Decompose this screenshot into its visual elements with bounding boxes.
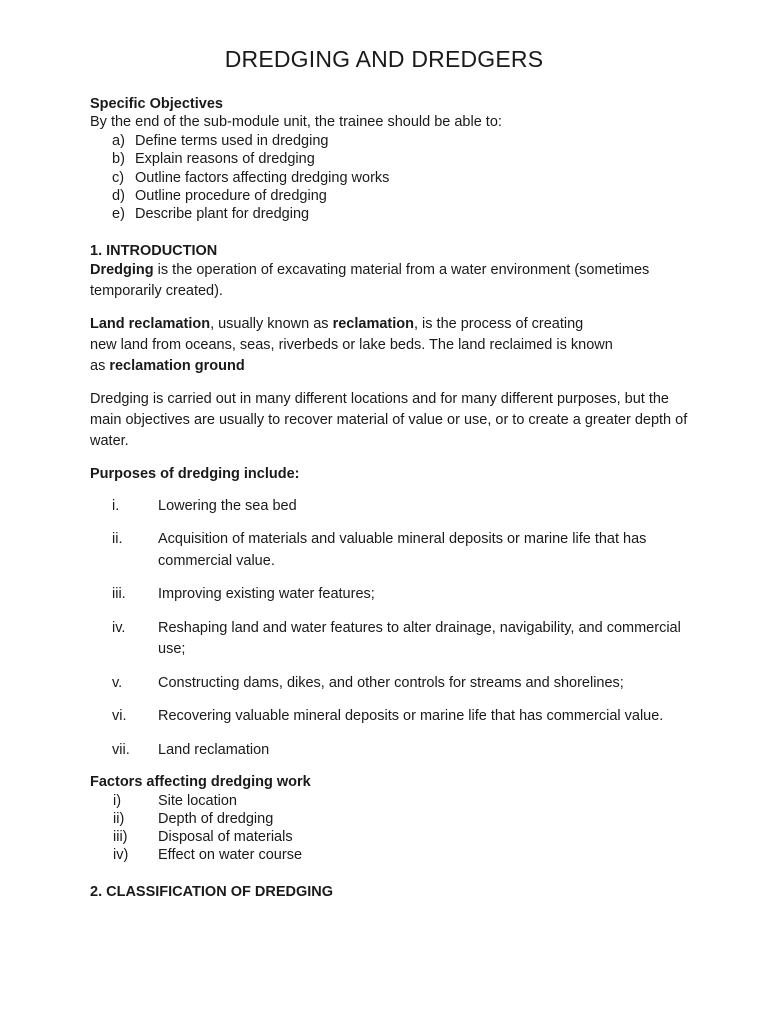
list-item — [90, 846, 690, 864]
list-item — [90, 150, 690, 168]
list-marker: a) — [112, 132, 125, 149]
list-item — [90, 673, 690, 695]
list-marker: ii) — [113, 810, 125, 827]
list-text: Land reclamation — [158, 741, 270, 758]
list-marker: e) — [112, 206, 125, 223]
land-reclamation-term: Land reclamation — [90, 316, 211, 333]
list-text: Describe plant for dredging — [135, 206, 310, 223]
land-reclamation-definition — [90, 314, 690, 377]
factors-section — [90, 773, 690, 863]
list-marker: iii) — [113, 828, 128, 845]
land-reclamation-text: as — [90, 358, 110, 375]
list-text: Constructing dams, dikes, and other controls for streams and shorelines; — [158, 674, 624, 691]
list-text: Explain reasons of dredging — [135, 151, 315, 168]
list-marker: i) — [113, 792, 122, 809]
list-item — [90, 187, 690, 205]
purposes-list — [90, 496, 690, 762]
list-item — [90, 740, 690, 762]
list-marker: b) — [112, 151, 125, 168]
list-item — [90, 584, 690, 606]
list-marker: c) — [112, 169, 125, 186]
list-item — [90, 205, 690, 223]
dredging-definition-text: is the operation of excavating material from a water environment (sometimes temporarily created). — [90, 262, 650, 300]
list-item — [90, 706, 690, 728]
objectives-list — [90, 132, 690, 224]
purposes-section — [90, 465, 690, 761]
purposes-heading: Purposes of dredging include: — [90, 466, 300, 483]
list-item — [90, 529, 690, 572]
objectives-intro: By the end of the sub-module unit, the trainee should be able to: — [90, 114, 502, 131]
list-text: Effect on water course — [158, 846, 303, 863]
list-marker: ii. — [112, 531, 123, 548]
list-item — [90, 496, 690, 518]
list-marker: vi. — [112, 708, 127, 725]
list-item — [90, 828, 690, 846]
reclamation-ground-term: reclamation ground — [109, 358, 245, 375]
list-item — [90, 132, 690, 150]
document-body — [90, 95, 690, 901]
land-reclamation-text: , is the process of creating — [413, 316, 584, 333]
dredging-term: Dredging — [90, 262, 154, 279]
list-item — [90, 169, 690, 187]
list-text: Disposal of materials — [158, 828, 293, 845]
objectives-section — [90, 95, 690, 224]
list-item — [90, 792, 690, 810]
list-text: Improving existing water features; — [158, 586, 375, 603]
list-text: Lowering the sea bed — [158, 497, 297, 514]
introduction-heading: 1. INTRODUCTION — [90, 242, 218, 259]
introduction-section — [90, 242, 690, 452]
list-text: Site location — [158, 792, 237, 809]
list-text: Recovering valuable mineral deposits or marine life that has commercial value. — [158, 708, 664, 725]
list-text: Outline factors affecting dredging works — [135, 169, 390, 186]
list-marker: v. — [112, 674, 123, 691]
list-marker: iv. — [112, 619, 126, 636]
list-text: Define terms used in dredging — [135, 132, 329, 149]
document-title: DREDGING AND DREDGERS — [224, 46, 544, 72]
objectives-heading: Specific Objectives — [90, 96, 223, 112]
list-text: Depth of dredging — [158, 810, 274, 827]
list-text: Reshaping land and water features to alter drainage, navigability, and commercial use; — [158, 619, 681, 658]
land-reclamation-text: new land from oceans, seas, riverbeds or lake beds. The land reclaimed is known — [90, 337, 613, 354]
list-marker: i. — [112, 497, 120, 514]
list-text: Acquisition of materials and valuable mineral deposits or marine life that has commercial value. — [158, 531, 647, 569]
list-text: Outline procedure of dredging — [135, 188, 327, 205]
dredging-definition — [90, 260, 690, 302]
land-reclamation-text: , usually known as — [210, 316, 333, 333]
list-marker: d) — [112, 188, 125, 205]
list-item — [90, 810, 690, 828]
list-marker: vii. — [112, 741, 130, 758]
reclamation-term: reclamation — [332, 316, 414, 333]
list-marker: iv) — [113, 846, 129, 863]
list-marker: iii. — [112, 586, 126, 603]
factors-heading: Factors affecting dredging work — [90, 774, 311, 791]
dredging-objectives-paragraph: Dredging is carried out in many different locations and for many different purposes, but the main objectives are usually to recover material of value or use, or to create a greater depth of water. — [90, 391, 688, 450]
list-item — [90, 618, 690, 661]
classification-heading: 2. CLASSIFICATION OF DREDGING — [90, 883, 334, 900]
classification-section — [90, 883, 690, 901]
factors-list — [90, 792, 690, 864]
